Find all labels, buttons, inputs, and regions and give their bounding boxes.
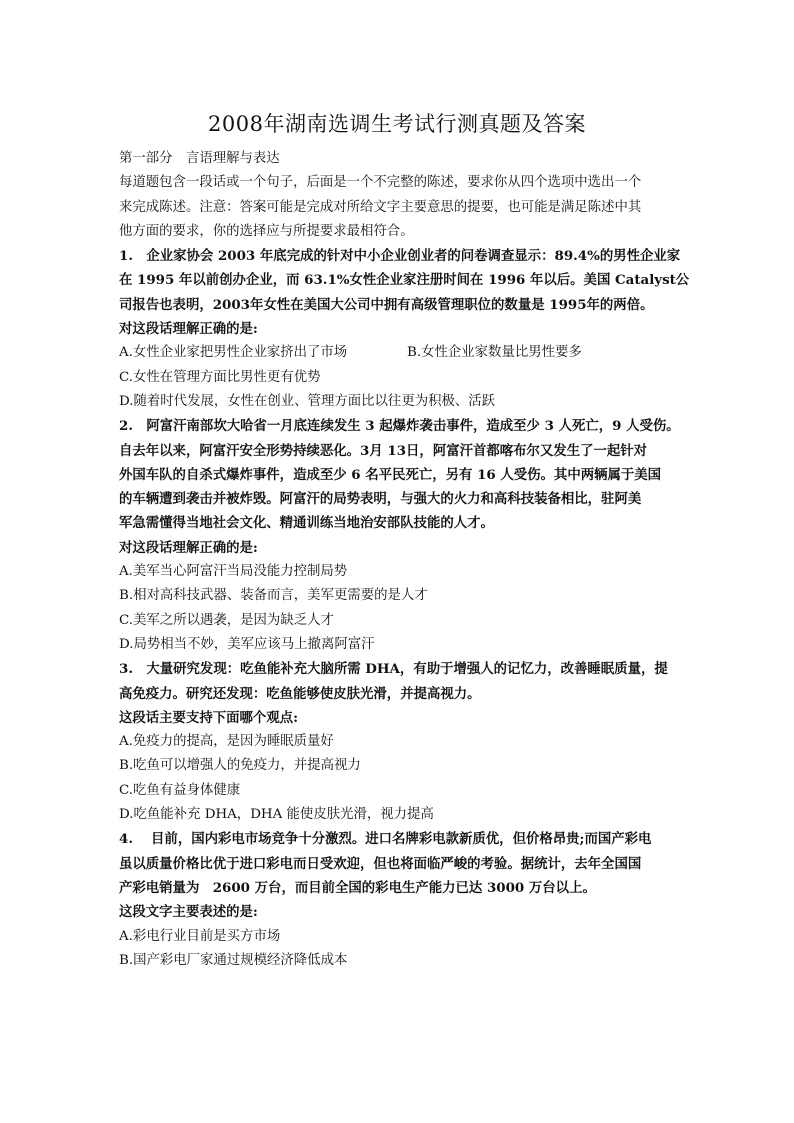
option-c: C.美军之所以遇袭，是因为缺乏人才: [119, 612, 334, 628]
option-a: A.免疫力的提高，是因为睡眠质量好: [119, 734, 334, 750]
option-c: C.女性在管理方面比男性更有优势: [119, 369, 321, 385]
option-b: B.相对高科技武器、装备而言，美军更需要的是人才: [119, 588, 428, 604]
option-a: A.彩电行业目前是买方市场: [119, 928, 281, 944]
question-2: [119, 414, 679, 657]
option-b: B.吃鱼可以增强人的免疫力，并提高视力: [119, 758, 361, 774]
document-body: [119, 147, 690, 973]
option-b: B.女性企业家数量比男性要多: [407, 345, 582, 361]
question-stem-line: 1. 企业家协会 2003 年底完成的针对中小企业创业者的问卷调查显示：89.4%的男性企业家: [119, 248, 681, 265]
option-c: C.吃鱼有益身体健康: [119, 782, 241, 798]
question-4: [119, 827, 679, 973]
question-stem-line: 司报告也表明，2003年女性在美国大公司中拥有高级管理职位的数量是 1995年的两倍。: [119, 296, 654, 313]
instruction-line: 他方面的要求，你的选择应与所提要求最相符合。: [119, 223, 414, 239]
option-d: D.局势相当不妙，美军应该马上撤离阿富汗: [119, 636, 375, 652]
instruction-line: 每道题包含一段话或一个句子，后面是一个不完整的陈述，要求你从四个选项中选出一个: [119, 175, 642, 191]
question-3: [119, 657, 679, 827]
question-stem-line: 自去年以来，阿富汗安全形势持续恶化。3月 13日，阿富汗首都喀布尔又发生了一起针对: [119, 442, 648, 459]
question-stem-line: 2. 阿富汗南部坎大哈省一月底连续发生 3 起爆炸袭击事件，造成至少 3 人死亡，9 人受伤。: [119, 418, 680, 435]
question-prompt: 对这段话理解正确的是:: [119, 321, 258, 338]
option-row: [119, 341, 679, 365]
question-prompt: 这段文字主要表述的是:: [119, 904, 258, 921]
question-1: [119, 244, 690, 414]
question-stem-line: 4. 目前，国内彩电市场竞争十分激烈。进口名牌彩电款新质优，但价格昂贵;而国产彩电: [119, 831, 652, 848]
question-stem-line: 的车辆遭到袭击并被炸毁。阿富汗的局势表明，与强大的火力和高科技装备相比，驻阿美: [119, 491, 642, 508]
question-stem-line: 虽以质量价格比优于进口彩电而日受欢迎，但也将面临严峻的考验。据统计，去年全国国: [119, 855, 642, 872]
option-d: D.吃鱼能补充 DHA，DHA 能使皮肤光滑，视力提高: [119, 807, 434, 823]
question-stem-line: 军急需懂得当地社会文化、精通训练当地治安部队技能的人才。: [119, 515, 494, 532]
question-prompt: 对这段话理解正确的是:: [119, 539, 258, 556]
instruction-line: 来完成陈述。注意：答案可能是完成对所给文字主要意思的提要，也可能是满足陈述中其: [119, 199, 642, 215]
question-stem-line: 外国车队的自杀式爆炸事件，造成至少 6 名平民死亡，另有 16 人受伤。其中两辆属于美国: [119, 466, 662, 483]
option-a: A.女性企业家把男性企业家挤出了市场: [119, 345, 348, 361]
question-stem-line: 高免疫力。研究还发现：吃鱼能够使皮肤光滑，并提高视力。: [119, 685, 481, 702]
option-d: D.随着时代发展，女性在创业、管理方面比以往更为积极、活跃: [119, 393, 496, 409]
question-stem-line: 在 1995 年以前创办企业，而 63.1%女性企业家注册时间在 1996 年以后。美国 Catalyst公: [119, 272, 690, 289]
section-heading: 第一部分 言语理解与表达: [119, 151, 280, 166]
option-b: B.国产彩电厂家通过规模经济降低成本: [119, 952, 348, 968]
question-prompt: 这段话主要支持下面哪个观点:: [119, 709, 299, 726]
question-stem-line: 产彩电销量为 2600 万台，而目前全国的彩电生产能力已达 3000 万台以上。: [119, 879, 596, 896]
option-a: A.美军当心阿富汗当局没能力控制局势: [119, 564, 348, 580]
question-stem-line: 3. 大量研究发现：吃鱼能补充大脑所需 DHA，有助于增强人的记忆力，改善睡眠质量，提: [119, 661, 668, 678]
page-title: 2008年湖南选调生考试行测真题及答案: [208, 112, 586, 136]
